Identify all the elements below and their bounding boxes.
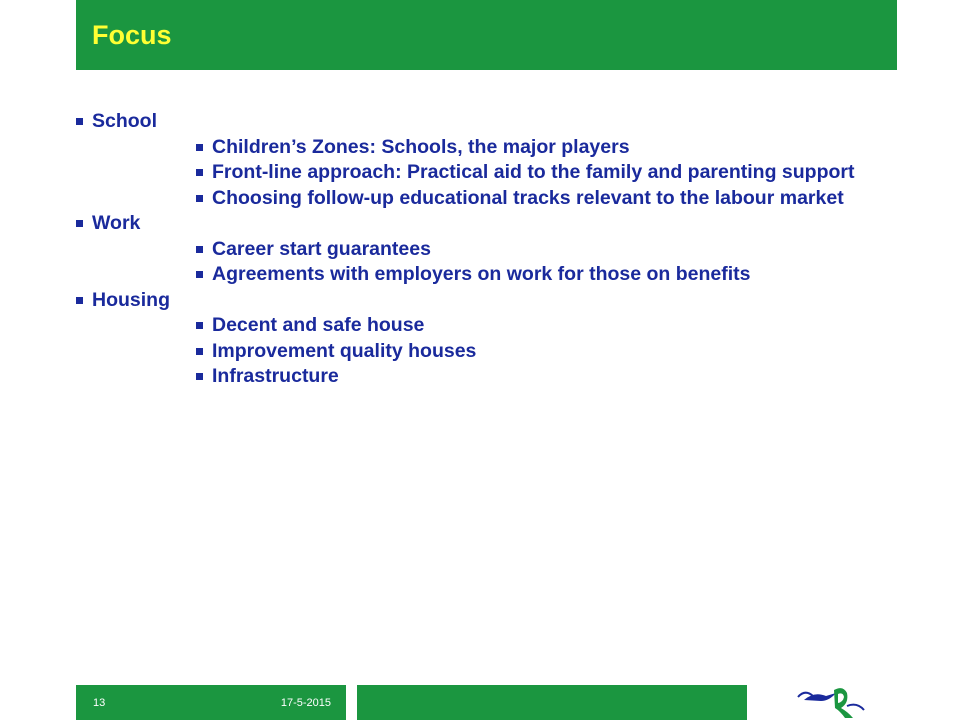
square-bullet-icon	[196, 169, 203, 176]
bullet-label: Housing	[92, 288, 170, 311]
footer-bar-left	[76, 685, 346, 720]
sub-bullet-label: Agreements with employers on work for those on benefits	[212, 263, 751, 285]
sub-bullet-label: Career start guarantees	[212, 237, 431, 260]
sub-bullet	[76, 262, 936, 288]
sub-bullet-label: Improvement quality houses	[212, 339, 477, 362]
page-number: 13	[93, 697, 106, 709]
square-bullet-icon	[196, 144, 203, 151]
sub-bullet-label: Choosing follow-up educational tracks relevant to the labour market	[212, 186, 844, 209]
sub-bullet	[76, 313, 936, 339]
bullet-list	[76, 109, 936, 390]
sub-bullet-label: Children’s Zones: Schools, the major players	[212, 135, 630, 158]
sub-bullet-label: Infrastructure	[212, 365, 339, 387]
square-bullet-icon	[196, 195, 203, 202]
square-bullet-icon	[196, 271, 203, 278]
sub-bullet	[76, 160, 936, 186]
title-bar	[76, 0, 897, 70]
sub-bullet	[76, 364, 936, 390]
sub-bullet	[76, 135, 936, 161]
sub-bullet	[76, 186, 936, 212]
square-bullet-icon	[76, 118, 83, 125]
sub-bullet	[76, 339, 936, 365]
square-bullet-icon	[196, 322, 203, 329]
footer-date: 17-5-2015	[280, 697, 331, 709]
square-bullet-icon	[76, 220, 83, 227]
bullet-school	[76, 109, 936, 135]
sub-bullet	[76, 237, 936, 263]
slide-title: Focus	[92, 20, 172, 50]
square-bullet-icon	[196, 373, 203, 380]
square-bullet-icon	[76, 297, 83, 304]
sub-bullet-label: Front-line approach: Practical aid to the family and parenting support	[212, 161, 855, 183]
square-bullet-icon	[196, 246, 203, 253]
square-bullet-icon	[196, 348, 203, 355]
bullet-housing	[76, 288, 936, 314]
bullet-label: School	[92, 110, 158, 132]
footer-bar-right	[357, 685, 747, 720]
sub-bullet-label: Decent and safe house	[212, 314, 425, 336]
bullet-label: Work	[92, 212, 141, 234]
rotterdam-logo-icon	[796, 684, 866, 720]
bullet-work	[76, 211, 936, 237]
